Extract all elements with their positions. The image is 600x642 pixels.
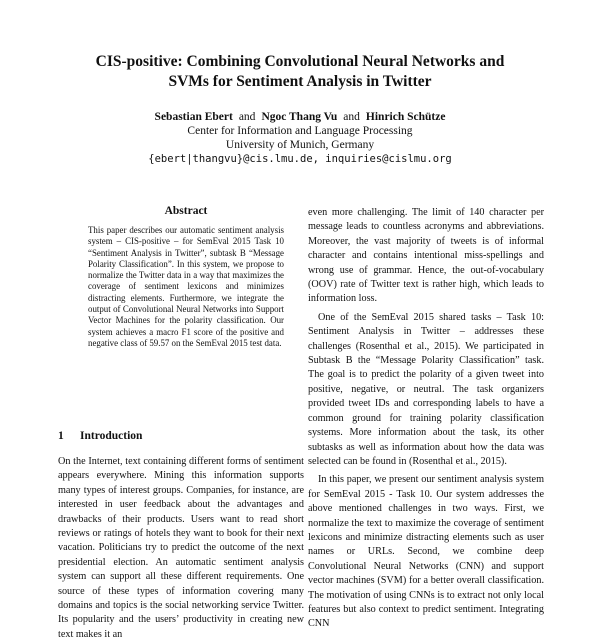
author-2: Ngoc Thang Vu — [261, 111, 338, 123]
abstract-section — [88, 205, 284, 349]
introduction-section — [58, 430, 304, 640]
author-3: Hinrich Schütze — [365, 111, 446, 123]
paper-title — [60, 52, 540, 92]
author-emails: {ebert|thangvu}@cis.lmu.de, inquiries@cislmu.org — [148, 153, 452, 165]
introduction-body-clip — [58, 455, 304, 640]
author-conjunction-1: and — [238, 111, 256, 123]
university: University of Munich, Germany — [225, 139, 375, 151]
right-column-clip — [308, 206, 544, 630]
title-line-1: CIS-positive: Combining Convolutional Neural Networks and — [95, 53, 505, 70]
right-paragraph-3: In this paper, we present our sentiment analysis system for SemEval 2015 - Task 10. Our system addresses the above mentioned challenges in two ways. First, we normalize the text to maximize the coverage of sentiment lexicons and minimize distracting elements such as user names or URLs. Second, we combine deep Convolutional Neural Networks (CNN) and support vector machines (SVM) for a better overall classification. The motivation of using CNNs is to extract not only local features but also context to predict sentiment. Integrating CNN — [308, 474, 544, 630]
affiliation: Center for Information and Language Processing — [187, 125, 413, 137]
introduction-heading — [58, 430, 304, 442]
author-names — [60, 110, 540, 124]
introduction-text: On the Internet, text containing different forms of sentiment appears everywhere. Mining this information supports many types of interest groups. Companies, for instance, are interested in user feedback about the advantages and drawbacks of their products. Users want to read short reviews or ratings of hotels they want to book for their next vacation. Politicians try to predict the outcome of the next presidential election. An automatic sentiment analysis system can support all these different requirements. One source of these types of information covering many domains and topics is the social networking service Twitter. Its popularity and the users’ productivity in creating new text makes it an — [58, 456, 304, 640]
title-line-2: SVMs for Sentiment Analysis in Twitter — [168, 73, 432, 90]
right-column — [308, 206, 544, 630]
section-number: 1 — [58, 430, 64, 442]
abstract-heading: Abstract — [164, 205, 208, 217]
right-paragraph-2: One of the SemEval 2015 shared tasks – Task 10: Sentiment Analysis in Twitter – addresses these challenges (Rosenthal et al., 2015). We participated in Subtask B the “Message Polarity Classification” task. The goal is to predict the polarity of a given tweet into positive, negative, or neutral. The task organizers provided tweet IDs and corresponding labels to have a common ground for training polarity classification systems. More information about the task, its other subtasks as well as information about how the data was selected can be found in (Rosenthal et al., 2015). — [308, 311, 544, 467]
section-title: Introduction — [80, 430, 143, 442]
author-1: Sebastian Ebert — [154, 111, 233, 123]
author-block — [60, 110, 540, 166]
author-conjunction-2: and — [343, 111, 360, 123]
right-paragraph-1: even more challenging. The limit of 140 character per message leads to countless acronyms and abbreviations. Moreover, the vast majority of tweets is of informal character and contains intentional miss-spellings and wrong use of grammar. Hence, the out-of-vocabulary (OOV) rate of Twitter text is rather high, which leads to information loss. — [308, 207, 544, 305]
abstract-text: This paper describes our automatic sentiment analysis system – CIS-positive – for SemEval 2015 Task 10 “Sentiment Analysis in Twitter”, subtask B “Message Polarity Classification”. In this system, we propose to normalize the Twitter data in a way that maximizes the coverage of sentiment lexicons and minimizes distracting elements. Furthermore, we integrate the output of Convolutional Neural Networks into Support Vector Machines for the polarity classification. Our system achieves a macro F1 score of the positive and negative class of 59.57 on the SemEval 2015 test data. — [88, 225, 284, 348]
